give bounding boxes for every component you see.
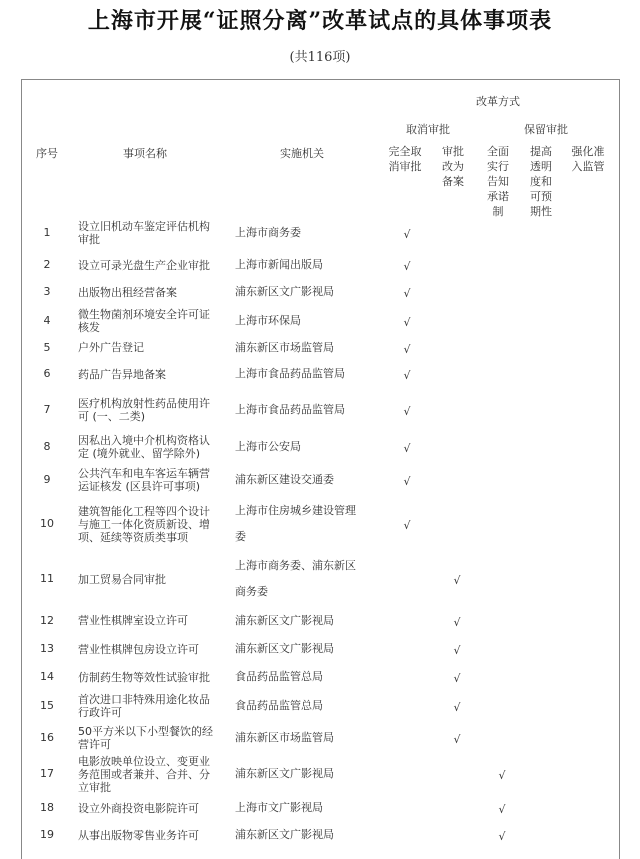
table-row [22,252,621,278]
agency-line: 上海市新闻出版局 [235,258,323,271]
agency-line: 浦东新区建设交通委 [235,472,334,486]
table-row [22,360,621,388]
row-index: 5 [43,340,51,354]
check-mark-icon: √ [403,369,411,382]
page-title: 上海市开展“证照分离”改革试点的具体事项表 [87,8,553,34]
item-name-line: 电影放映单位设立、变更业 [78,754,210,768]
header-col-commitment-line: 实行 [487,160,509,173]
row-index: 9 [43,472,51,486]
row-agency [235,637,375,661]
row-agency [235,398,375,422]
row-agency [235,726,375,750]
header-col-strengthen [562,144,614,174]
row-index: 17 [40,767,54,780]
row-item-name [78,671,230,684]
agency-line: 委 [235,530,246,543]
check-mark-icon: √ [403,228,411,241]
item-name-line: 药品广告异地备案 [78,367,166,381]
agency-line: 浦东新区市场监管局 [235,340,334,354]
row-agency [235,468,375,492]
item-name-line: 公共汽车和电车客运车辆营 [78,466,210,480]
agency-line: 浦东新区文广影视局 [235,828,334,841]
row-agency [235,665,375,689]
agency-line: 食品药品监管总局 [235,699,323,712]
row-item-name [78,505,230,544]
table-row [22,390,621,430]
row-agency [235,253,375,277]
row-agency [235,498,375,550]
table-row [22,722,621,753]
agency-line: 上海市商务委、浦东新区 [235,559,356,572]
row-agency [235,553,375,605]
row-index: 19 [40,828,54,841]
item-name-line: 仿制药生物等效性试验审批 [78,670,210,684]
row-agency [235,336,375,360]
check-mark-icon: √ [453,644,461,657]
row-item-name [78,368,230,381]
header-col-index: 序号 [36,147,58,160]
check-mark-icon: √ [403,519,411,532]
item-name-line: 医疗机构放射性药品使用许 [78,397,210,410]
agency-line: 浦东新区文广影视局 [235,642,334,655]
row-index: 18 [40,801,54,814]
agency-line: 上海市食品药品监管局 [235,367,345,380]
row-index: 4 [43,314,51,327]
agency-line: 上海市环保局 [235,314,301,327]
header-col-to-filing [433,144,473,189]
table-row [22,755,621,793]
header-col-transparency-line: 度和 [530,175,552,188]
table-row [22,690,621,722]
item-name-line: 设立旧机动车鉴定评估机构 [78,220,210,233]
header-col-transparency-line: 透明 [530,160,552,173]
agency-line: 上海市商务委 [235,226,301,239]
row-item-name [78,614,230,627]
row-item-name [78,259,230,272]
table-row [22,306,621,336]
row-index: 2 [43,258,51,271]
item-name-line: 加工贸易合同审批 [78,572,166,586]
row-item-name [78,693,230,719]
row-agency [235,362,375,386]
agency-line: 浦东新区文广影视局 [235,285,334,298]
table-row [22,219,621,247]
check-mark-icon: √ [498,830,506,843]
header-col-commitment-line: 承诺 [487,190,509,203]
row-item-name [78,725,230,751]
agency-line: 上海市公安局 [235,440,301,453]
header-col-strengthen-line: 入监管 [571,160,605,173]
row-item-name [78,220,230,246]
header-col-commitment [478,144,518,219]
row-index: 14 [40,670,54,683]
check-mark-icon: √ [453,701,461,714]
header-col-to-filing-line: 备案 [442,175,464,188]
item-name-line: 从事出版物零售业务许可 [78,828,199,842]
row-item-name [78,467,230,493]
agency-line: 上海市住房城乡建设管理 [235,504,356,517]
header-col-transparency [521,144,561,219]
reform-items-table [21,79,620,859]
table-row [22,335,621,360]
row-index: 7 [43,403,51,416]
header-retain-approval: 保留审批 [524,123,568,136]
agency-line: 浦东新区市场监管局 [235,730,334,744]
header-col-transparency-line: 可预 [530,190,552,203]
row-index: 12 [40,613,54,627]
check-mark-icon: √ [403,260,411,273]
agency-line: 浦东新区文广影视局 [235,767,334,780]
item-name-line: 立审批 [78,780,111,794]
row-agency [235,796,375,820]
agency-line: 浦东新区文广影视局 [235,613,334,627]
row-index: 15 [40,699,54,712]
item-name-line: 与施工一体化资质新设、增 [78,517,210,531]
table-row [22,607,621,634]
row-agency [235,280,375,304]
item-name-line: 行政许可 [78,706,122,719]
row-index: 13 [40,642,54,655]
header-col-strengthen-line: 强化准 [571,145,605,158]
check-mark-icon: √ [453,574,461,587]
header-col-name: 事项名称 [123,147,167,160]
check-mark-icon: √ [403,316,411,329]
agency-line: 商务委 [235,585,268,598]
check-mark-icon: √ [453,672,461,685]
row-item-name [78,434,230,460]
page-subtitle: (共116项) [289,50,351,65]
item-name-line: 设立外商投资电影院许可 [78,801,199,815]
item-name-line: 设立可录光盘生产企业审批 [78,258,210,272]
row-index: 3 [43,285,51,298]
table-row [22,431,621,463]
agency-line: 上海市文广影视局 [235,801,323,814]
check-mark-icon: √ [403,474,411,488]
header-col-commitment-line: 全面 [487,145,509,158]
agency-line: 食品药品监管总局 [235,670,323,683]
header-col-agency: 实施机关 [280,147,324,160]
row-agency [235,823,375,847]
header-cancel-approval: 取消审批 [406,123,450,136]
header-col-full-cancel-line: 完全取 [388,145,422,158]
table-row [22,664,621,690]
row-item-name [78,802,230,815]
header-reform-methods: 改革方式 [476,95,520,108]
table-row [22,635,621,663]
check-mark-icon: √ [453,732,461,746]
row-item-name [78,643,230,656]
row-agency [235,609,375,633]
row-agency [235,435,375,459]
row-agency [235,762,375,786]
item-name-line: 营业性棋牌室设立许可 [78,614,188,627]
row-index: 11 [40,572,54,585]
table-row [22,279,621,305]
row-agency [235,694,375,718]
row-item-name [78,829,230,842]
table-row [22,463,621,496]
item-name-line: 营业性棋牌包房设立许可 [78,642,199,656]
item-name-line: 首次进口非特殊用途化妆品 [78,693,210,706]
row-index: 8 [43,440,51,453]
header-col-to-filing-line: 改为 [442,160,464,173]
item-name-line: 户外广告登记 [78,341,144,354]
check-mark-icon: √ [403,405,411,418]
row-item-name [78,755,230,794]
header-col-full-cancel [380,144,430,174]
item-name-line: 项、延续等资质类事项 [78,530,188,544]
check-mark-icon: √ [498,769,506,782]
check-mark-icon: √ [498,803,506,816]
item-name-line: 因私出入境中介机构资格认 [78,434,210,447]
row-item-name [78,308,230,334]
header-col-transparency-line: 期性 [530,205,552,218]
row-index: 1 [43,226,51,239]
row-index: 16 [40,730,54,744]
header-col-commitment-line: 告知 [487,175,509,188]
row-agency [235,309,375,333]
row-index: 10 [40,517,54,530]
row-item-name [78,573,230,586]
item-name-line: 50平方米以下小型餐饮的经 [78,724,213,738]
header-col-commitment-line: 制 [492,205,504,218]
header-col-transparency-line: 提高 [530,145,552,158]
row-index: 6 [43,367,51,380]
header-col-to-filing-line: 审批 [442,145,464,158]
check-mark-icon: √ [403,342,411,356]
item-name-line: 微生物菌剂环境安全许可证 [78,308,210,321]
item-name-line: 出版物出租经营备案 [78,285,177,299]
item-name-line: 务范围或者兼并、合并、分 [78,767,210,781]
agency-line: 上海市食品药品监管局 [235,403,345,416]
item-name-line: 定 (境外就业、留学除外) [78,447,201,460]
item-name-line: 运证核发 (区县许可事项) [78,479,201,493]
item-name-line: 营许可 [78,737,111,751]
check-mark-icon: √ [403,442,411,455]
table-row [22,794,621,822]
row-item-name [78,397,230,423]
row-item-name [78,286,230,299]
item-name-line: 核发 [78,321,100,334]
header-col-full-cancel-line: 消审批 [388,160,422,173]
check-mark-icon: √ [403,287,411,300]
item-name-line: 建筑智能化工程等四个设计 [78,504,210,518]
table-row [22,554,621,604]
item-name-line: 审批 [78,233,100,246]
row-item-name [78,341,230,354]
table-row [22,498,621,550]
check-mark-icon: √ [453,615,461,629]
row-agency [235,221,375,245]
table-row [22,822,621,848]
item-name-line: 可 (一、二类) [78,410,146,423]
